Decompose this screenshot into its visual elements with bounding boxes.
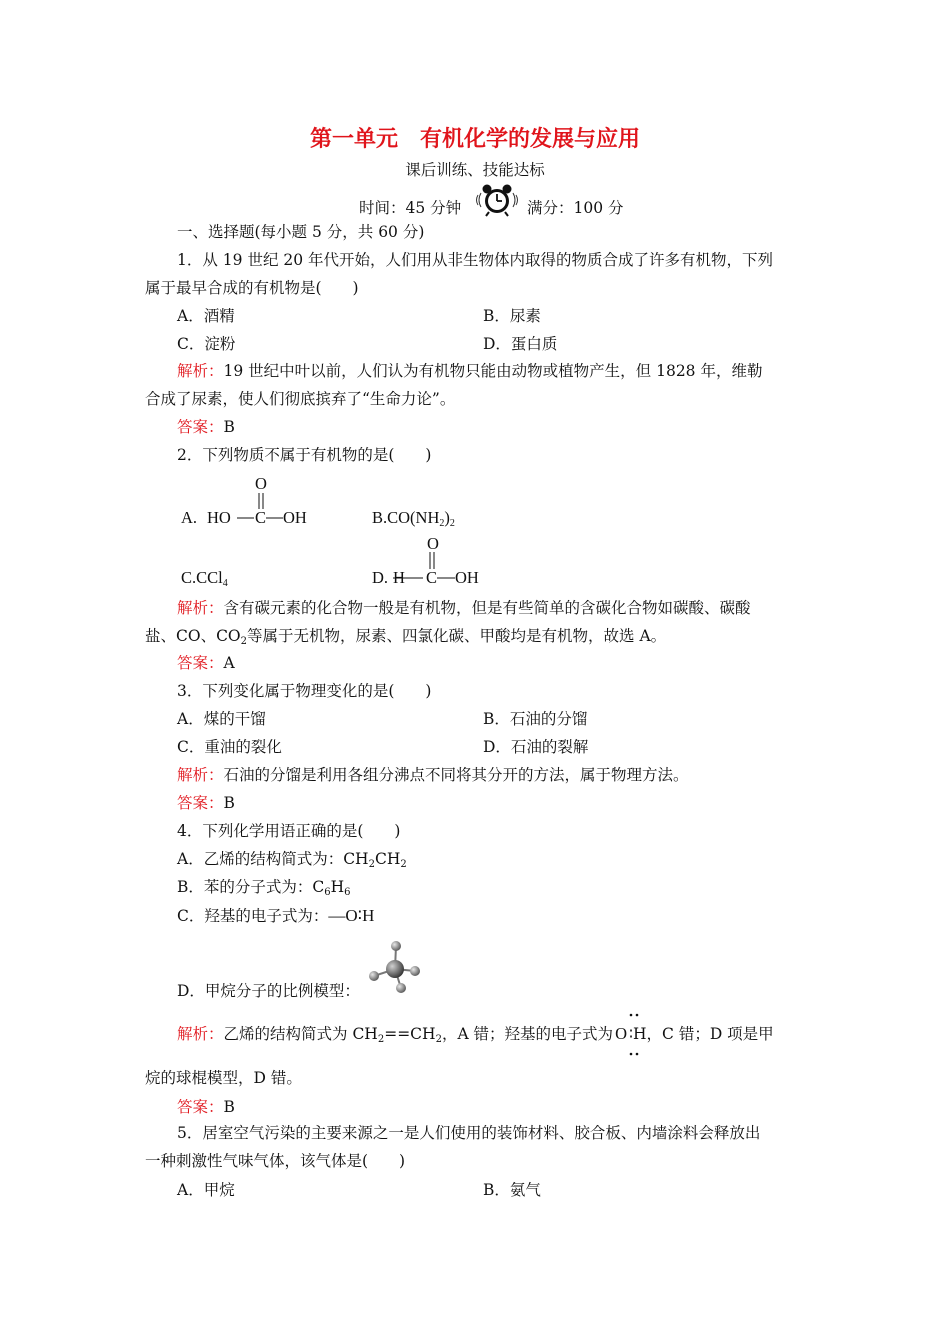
q2-explanation-line-2 [145, 622, 807, 656]
text-part: CH [374, 850, 401, 868]
formula-subscript: 6 [344, 887, 351, 898]
formula-part: CCl [196, 568, 223, 587]
text-part: A．乙烯的结构简式为：CH [177, 850, 369, 868]
answer-value: B [223, 418, 235, 436]
q3-option-a: A．煤的干馏 [177, 710, 266, 728]
question-3-stem: 3．下列变化属于物理变化的是( ) [177, 682, 432, 700]
formula-subscript: 2 [400, 859, 407, 870]
q4-option-d: D．甲烷分子的比例模型： [177, 982, 360, 1000]
atom-o: O [427, 534, 439, 553]
question-5-line-1: 5．居室空气污染的主要来源之一是人们使用的装饰材料、胶合板、内墙涂料会释放出 [177, 1124, 761, 1142]
q4-option-a [177, 849, 407, 875]
q1-option-a: A．酒精 [177, 307, 235, 325]
q3-option-d: D．石油的裂解 [483, 738, 589, 756]
answer-value: B [223, 794, 235, 812]
hydroxyl-electron-formula: —O∶H [328, 906, 375, 925]
page-title: 第一单元 有机化学的发展与应用 [309, 127, 640, 152]
q4-explanation-line-1 [177, 1024, 774, 1050]
group-ho: HO [207, 508, 231, 527]
question-1-line-2: 属于最早合成的有机物是( ) [145, 279, 359, 297]
q1-option-c: C．淀粉 [177, 335, 236, 353]
explanation-label: 解析： [177, 1025, 224, 1043]
q2-option-c [181, 568, 228, 594]
formula-subscript: 4 [222, 578, 228, 589]
q1-explanation-line-2: 合成了尿素，使人们彻底摈弃了“生命力论”。 [145, 390, 456, 408]
formula-subscript: 2 [435, 1034, 442, 1045]
q5-option-a: A．甲烷 [177, 1181, 235, 1199]
time-limit: 时间：45 分钟 [359, 199, 462, 217]
explanation-label: 解析： [177, 766, 224, 784]
answer-label: 答案： [177, 654, 224, 672]
q2-bonds [0, 0, 950, 600]
q3-option-c: C．重油的裂化 [177, 738, 282, 756]
atom-o: O [255, 474, 267, 493]
answer-label: 答案： [177, 794, 224, 812]
group-oh: OH [283, 508, 307, 527]
atom-o: O [615, 1024, 627, 1043]
q2-explanation [145, 594, 807, 656]
section-heading: 一、选择题(每小题 5 分，共 60 分) [177, 223, 425, 241]
formula-subscript: 2 [368, 859, 375, 870]
question-5-line-2: 一种刺激性气味气体，该气体是( ) [145, 1152, 406, 1170]
text-part: B．苯的分子式为：C [177, 878, 325, 896]
group-oh: OH [455, 568, 479, 587]
q2-option-b [372, 508, 455, 534]
formula-subscript: 2 [449, 518, 455, 529]
methane-ball-stick-model-image [368, 938, 424, 996]
answer-value: A [223, 654, 235, 672]
atom-c: C [255, 508, 267, 527]
option-label: D. [372, 568, 389, 587]
question-5-stem [145, 1119, 807, 1175]
atom-h: H [393, 568, 405, 587]
q2-answer [177, 653, 235, 673]
q4-answer [177, 1097, 235, 1117]
option-label: A. [181, 508, 198, 527]
answer-label: 答案： [177, 418, 224, 436]
text-part: ==CH [384, 1025, 436, 1043]
atom-c: C [426, 568, 438, 587]
text-part: 乙烯的结构简式为 CH [223, 1025, 378, 1043]
q5-option-b: B．氨气 [483, 1181, 541, 1199]
text-part: 盐、CO、CO [145, 627, 241, 645]
question-2-stem: 2．下列物质不属于有机物的是( ) [177, 446, 432, 464]
q3-explanation [177, 765, 689, 785]
full-score: 满分：100 分 [527, 199, 624, 217]
option-label: C. [181, 568, 197, 587]
formula-subscript: 2 [240, 636, 248, 647]
text-part: ，A 错；羟基的电子式为 [441, 1025, 614, 1043]
q1-explanation-line-1: 19 世纪中叶以前，人们认为有机物只能由动物或植物产生，但 1828 年，维勒 [223, 362, 763, 380]
q4-option-b [177, 877, 351, 903]
option-label: B. [372, 508, 388, 527]
lone-pair-dots [624, 1010, 644, 1060]
formula-part: CO(NH [387, 508, 440, 527]
q3-answer [177, 793, 235, 813]
q1-option-b: B．尿素 [483, 307, 541, 325]
text-part: C．羟基的电子式为： [177, 907, 329, 925]
explanation-label: 解析： [177, 599, 224, 617]
page-subtitle: 课后训练、技能达标 [405, 161, 545, 179]
formula-subscript: 2 [377, 1034, 385, 1045]
q4-option-c [177, 906, 374, 926]
formula-part: ) [444, 508, 450, 527]
question-1-line-1: 1．从 19 世纪 20 年代开始，人们用从非生物体内取得的物质合成了许多有机物，下列 [177, 251, 774, 269]
text-part: ∶H，C 错；D 项是甲 [628, 1025, 774, 1043]
q2-explanation-line-1: 含有碳元素的化合物一般是有机物，但是有些简单的含碳化合物如碳酸、碳酸 [223, 599, 751, 617]
formula-subscript: 2 [439, 518, 445, 529]
question-4-stem: 4．下列化学用语正确的是( ) [177, 822, 401, 840]
q1-option-d: D．蛋白质 [483, 335, 558, 353]
q4-explanation-line-2: 烷的球棍模型，D 错。 [145, 1069, 302, 1087]
answer-label: 答案： [177, 1098, 224, 1116]
q3-option-b: B．石油的分馏 [483, 710, 588, 728]
answer-value: B [223, 1098, 235, 1116]
text-part: 等属于无机物，尿素、四氯化碳、甲酸均是有机物，故选 A。 [247, 627, 667, 645]
text-part: H [330, 878, 345, 896]
explanation-text: 石油的分馏是利用各组分沸点不同将其分开的方法，属于物理方法。 [223, 766, 689, 784]
formula-subscript: 6 [324, 887, 331, 898]
explanation-label: 解析： [177, 362, 224, 380]
